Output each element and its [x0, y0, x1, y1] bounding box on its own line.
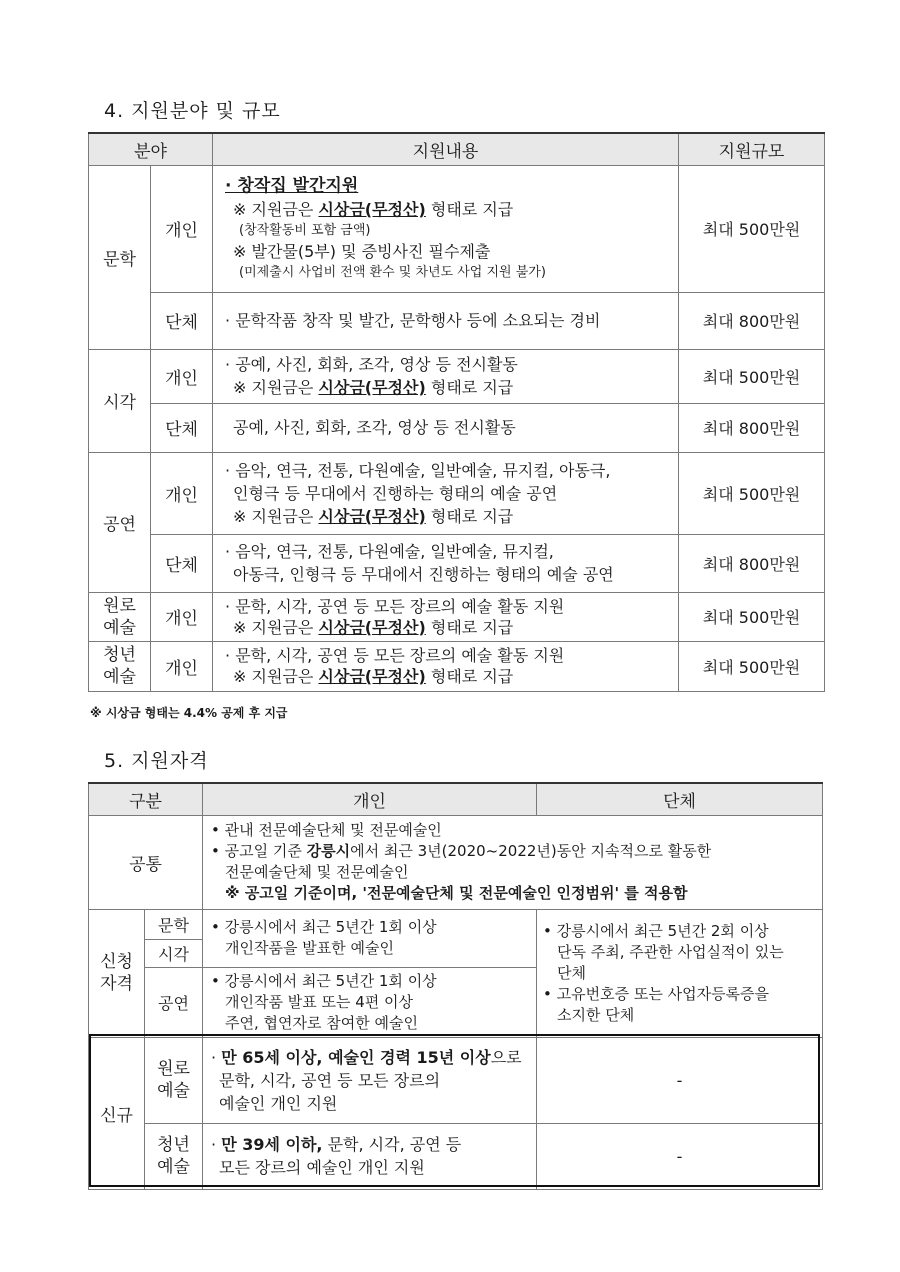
header-individual: 개인 — [203, 783, 537, 815]
new-senior-group: - — [537, 1037, 823, 1123]
sub-individual: 개인 — [151, 641, 213, 691]
sub-group: 단체 — [151, 534, 213, 592]
sub-youth: 청년 예술 — [145, 1123, 203, 1189]
header-group: 단체 — [537, 783, 823, 815]
visual-group-scale: 최대 800만원 — [679, 403, 825, 452]
senior-individual-content: · 문학, 시각, 공연 등 모든 장르의 예술 활동 지원 ※ 지원금은 시상금(무정산) 형태로 지급 — [213, 592, 679, 641]
visual-individual-scale: 최대 500만원 — [679, 349, 825, 403]
literature-individual-content: · 창작집 발간지원 ※ 지원금은 시상금(무정산) 형태로 지급 (창작활동비 포함 금액) ※ 발간물(5부) 및 증빙사진 필수제출 (미제출시 사업비 전액 환수 및 차년도 사업 지원 불가) — [213, 165, 679, 292]
table-row — [89, 641, 825, 691]
header-field: 분야 — [89, 133, 213, 165]
table-row — [89, 534, 825, 592]
category-visual: 시각 — [89, 349, 151, 452]
sub-senior: 원로 예술 — [145, 1037, 203, 1123]
category-youth: 청년 예술 — [89, 641, 151, 691]
group-eligibility: • 강릉시에서 최근 5년간 2회 이상 단독 주최, 주관한 사업실적이 있는 단체 • 고유번호증 또는 사업자등록증을 소지한 단체 — [537, 909, 823, 1037]
category-performance: 공연 — [89, 452, 151, 592]
visual-individual-content: · 공예, 사진, 회화, 조각, 영상 등 전시활동 ※ 지원금은 시상금(무정산) 형태로 지급 — [213, 349, 679, 403]
performance-individual-content: · 음악, 연극, 전통, 다원예술, 일반예술, 뮤지컬, 아동극, 인형극 등 무대에서 진행하는 형태의 예술 공연 ※ 지원금은 시상금(무정산) 형태로 지급 — [213, 452, 679, 534]
youth-individual-scale: 최대 500만원 — [679, 641, 825, 691]
category-common: 공통 — [89, 815, 203, 909]
literature-group-content: · 문학작품 창작 및 발간, 문학행사 등에 소요되는 경비 — [213, 292, 679, 349]
table-row — [89, 815, 823, 909]
sub-individual: 개인 — [151, 452, 213, 534]
senior-individual-scale: 최대 500만원 — [679, 592, 825, 641]
sub-group: 단체 — [151, 403, 213, 452]
table-header-row — [89, 133, 825, 165]
sub-visual: 시각 — [145, 939, 203, 967]
common-content: • 관내 전문예술단체 및 전문예술인 • 공고일 기준 강릉시에서 최근 3년(2020~2022년)동안 지속적으로 활동한 전문예술단체 및 전문예술인 ※ 공고일 기준이며, '전문예술단체 및 전문예술인 인정범위' 를 적용함 — [203, 815, 823, 909]
literature-visual-eligibility: • 강릉시에서 최근 5년간 1회 이상 개인작품을 발표한 예술인 — [203, 909, 537, 967]
performance-eligibility: • 강릉시에서 최근 5년간 1회 이상 개인작품 발표 또는 4편 이상 주연, 협연자로 참여한 예술인 — [203, 967, 537, 1037]
category-new: 신규 — [89, 1037, 145, 1189]
table-row — [89, 349, 825, 403]
table-row — [89, 1037, 823, 1123]
footnote-award: ※ 시상금 형태는 4.4% 공제 후 지급 — [90, 706, 288, 720]
sub-individual: 개인 — [151, 592, 213, 641]
sub-individual: 개인 — [151, 349, 213, 403]
header-content: 지원내용 — [213, 133, 679, 165]
category-applicant: 신청 자격 — [89, 909, 145, 1037]
sub-group: 단체 — [151, 292, 213, 349]
table-row — [89, 452, 825, 534]
category-senior: 원로 예술 — [89, 592, 151, 641]
youth-individual-content: · 문학, 시각, 공연 등 모든 장르의 예술 활동 지원 ※ 지원금은 시상금(무정산) 형태로 지급 — [213, 641, 679, 691]
table-header-row — [89, 783, 823, 815]
performance-group-scale: 최대 800만원 — [679, 534, 825, 592]
literature-group-scale: 최대 800만원 — [679, 292, 825, 349]
new-youth-group: - — [537, 1123, 823, 1189]
performance-group-content: · 음악, 연극, 전통, 다원예술, 일반예술, 뮤지컬, 아동극, 인형극 등 무대에서 진행하는 형태의 예술 공연 — [213, 534, 679, 592]
table-row — [89, 403, 825, 452]
literature-individual-scale: 최대 500만원 — [679, 165, 825, 292]
sub-performance: 공연 — [145, 967, 203, 1037]
eligibility-table — [88, 782, 823, 1190]
visual-group-content: 공예, 사진, 회화, 조각, 영상 등 전시활동 — [213, 403, 679, 452]
new-youth-eligibility: · 만 39세 이하, 문학, 시각, 공연 등 모든 장르의 예술인 개인 지원 — [203, 1123, 537, 1189]
section-4-title: 4. 지원분야 및 규모 — [104, 100, 281, 122]
header-category: 구분 — [89, 783, 203, 815]
header-scale: 지원규모 — [679, 133, 825, 165]
table-row — [89, 592, 825, 641]
sub-literature: 문학 — [145, 909, 203, 939]
table-row — [89, 292, 825, 349]
table-row — [89, 909, 823, 939]
table-row — [89, 1123, 823, 1189]
category-literature: 문학 — [89, 165, 151, 349]
sub-individual: 개인 — [151, 165, 213, 292]
new-senior-eligibility: · 만 65세 이상, 예술인 경력 15년 이상으로 문학, 시각, 공연 등 모든 장르의 예술인 개인 지원 — [203, 1037, 537, 1123]
performance-individual-scale: 최대 500만원 — [679, 452, 825, 534]
section-5-title: 5. 지원자격 — [104, 750, 209, 772]
support-field-table — [88, 132, 825, 692]
table-row — [89, 165, 825, 292]
